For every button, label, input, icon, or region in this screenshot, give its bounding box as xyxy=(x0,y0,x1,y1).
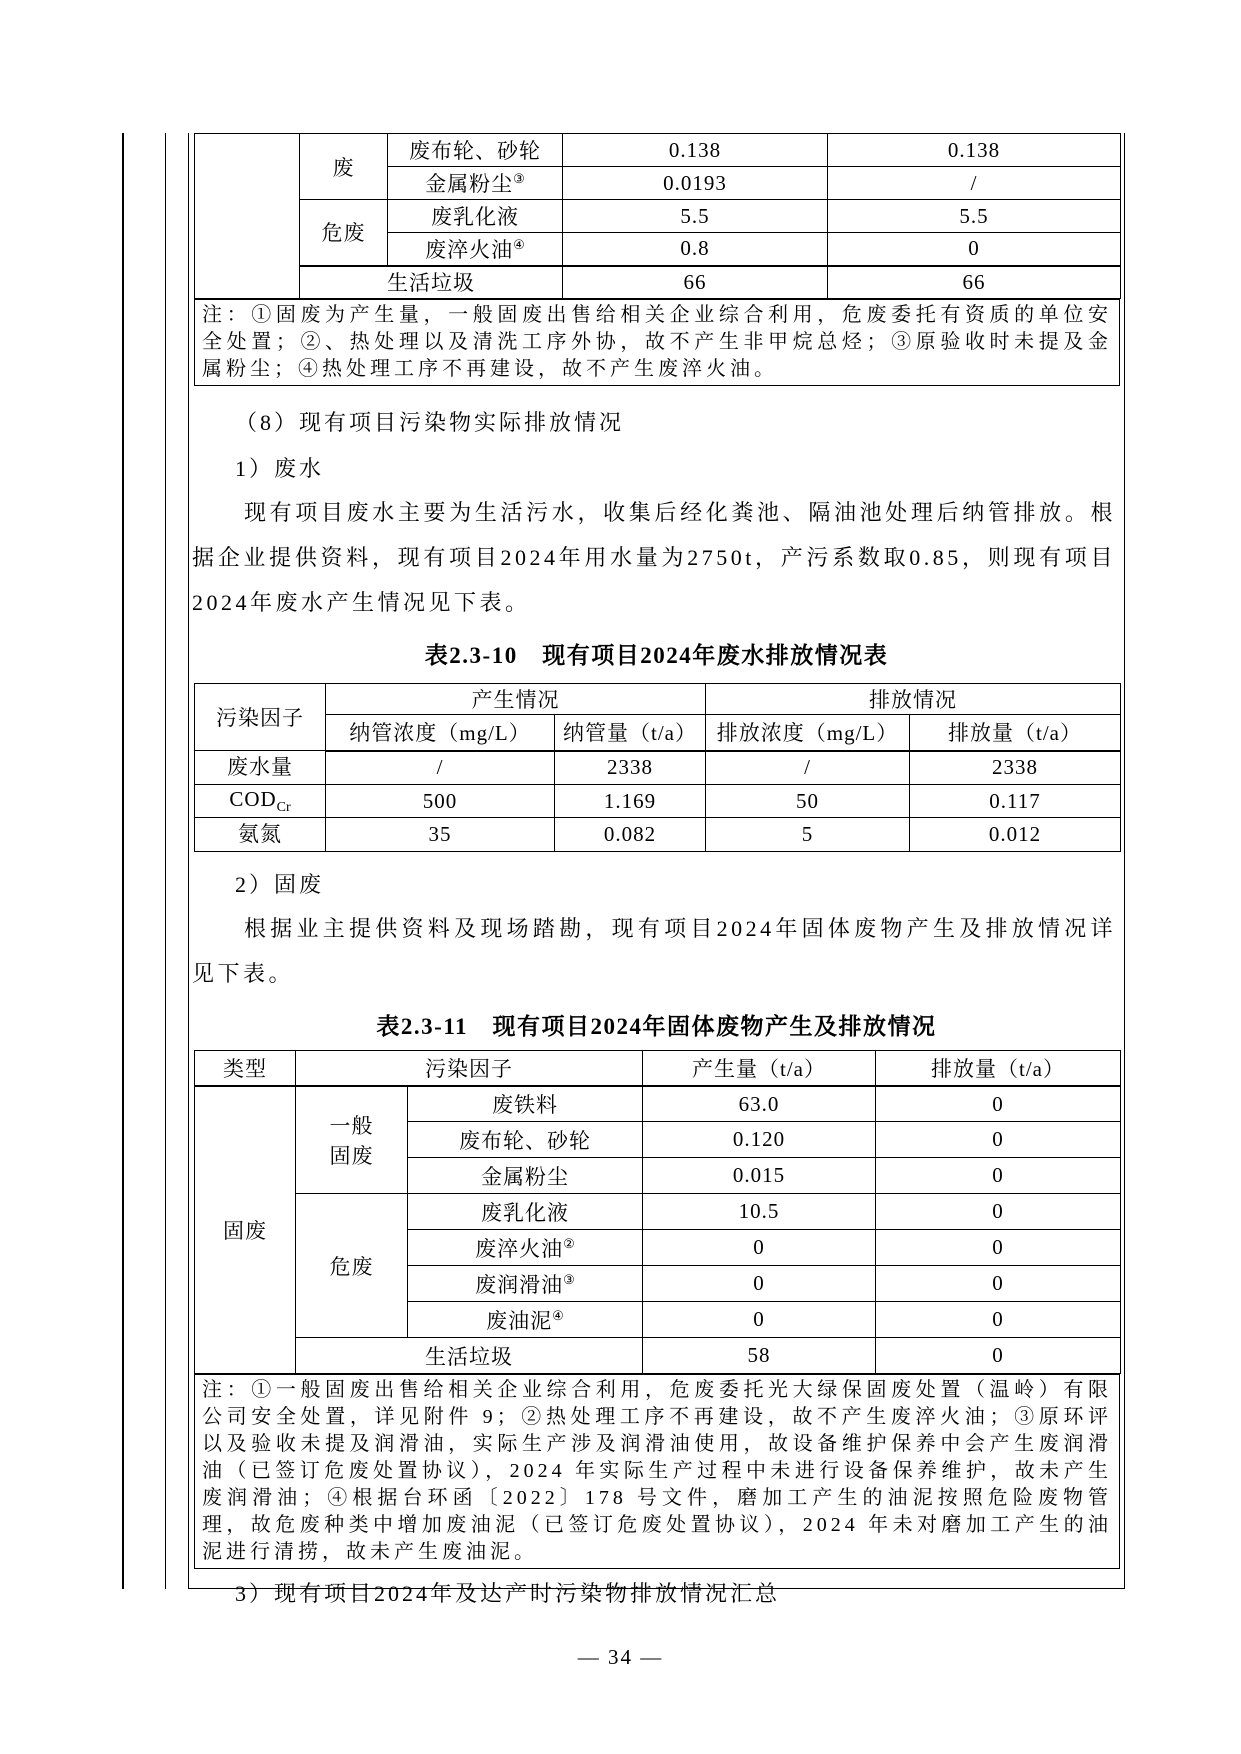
carryover-table-note: 注：①固废为产生量，一般固废出售给相关企业综合利用，危废委托有资质的单位安全处置；②、热处理以及清洗工序外协，故不产生非甲烷总烃；③原验收时未提及金属粉尘；④热处理工序不再建设，故不产生废淬火油。 xyxy=(194,299,1120,386)
pollutant-cell: 生活垃圾 xyxy=(300,266,563,299)
outer-form-divider xyxy=(165,133,166,1589)
table-row xyxy=(195,1194,1121,1230)
generation-cell: 5.5 xyxy=(563,200,828,233)
header-factor: 污染因子 xyxy=(195,684,326,751)
pollutant-cell xyxy=(388,200,563,233)
value-cell: / xyxy=(706,751,910,785)
header-type: 类型 xyxy=(195,1051,296,1086)
cell-text: 废润滑油 xyxy=(475,1272,564,1297)
solid-waste-table xyxy=(194,1050,1121,1374)
pollutant-cell xyxy=(408,1302,643,1338)
value-cell: 500 xyxy=(326,785,555,818)
footnote-ref: ③ xyxy=(563,1271,575,1287)
footnote-ref: ③ xyxy=(513,171,525,186)
page-number: — 34 — xyxy=(577,1645,664,1669)
emission-cell: 0 xyxy=(876,1266,1121,1302)
value-cell: 1.169 xyxy=(555,785,706,818)
pollutant-cell xyxy=(388,134,563,167)
generation-cell: 0 xyxy=(643,1302,876,1338)
footnote-ref: ② xyxy=(563,1235,575,1251)
pollutant-cell xyxy=(408,1086,643,1122)
header-emission-concentration: 排放浓度（mg/L） xyxy=(706,715,910,751)
header-generation: 产生量（t/a） xyxy=(643,1051,876,1086)
pollutant-cell xyxy=(408,1122,643,1158)
table-row xyxy=(195,818,1121,852)
table-row xyxy=(195,1338,1121,1374)
emission-cell: 0 xyxy=(876,1194,1121,1230)
table-row xyxy=(195,1086,1121,1122)
generation-cell: 66 xyxy=(563,266,828,299)
emission-cell: 0 xyxy=(876,1230,1121,1266)
generation-cell: 0 xyxy=(643,1230,876,1266)
emission-cell: 0 xyxy=(876,1086,1121,1122)
cell-text: 废 xyxy=(332,155,355,180)
table-row xyxy=(195,266,1121,299)
subsection-heading-wastewater: 1）废水 xyxy=(235,456,325,481)
factor-cell xyxy=(195,785,326,818)
table-row xyxy=(195,785,1121,818)
emission-cell: 66 xyxy=(828,266,1121,299)
value-cell: 5 xyxy=(706,818,910,852)
solid-waste-table-note: 注：①一般固废出售给相关企业综合利用，危废委托光大绿保固废处置（温岭）有限公司安全处置，详见附件 9；②热处理工序不再建设，故不产生废淬火油；③原环评以及验收未提及润滑油，实际生产涉及润滑油使用，故设备维护保养中会产生废润滑油（已签订危废处置协议），2024 年实际生产过程中未进行设备保养维护，故未产生废润滑油；④根据台环函〔2022〕178 号文件，磨加工产生的油泥按照危险废物管理，故危废种类中增加废油泥（已签订危废处置协议），2024 年未对磨加工产生的油泥进行清捞，故未产生废油泥。 xyxy=(194,1374,1120,1569)
cell-text: 废布轮、砂轮 xyxy=(459,1128,591,1153)
cell-text: 废乳化液 xyxy=(481,1200,569,1225)
cell-text: 金属粉尘 xyxy=(425,172,514,196)
table-row xyxy=(195,751,1121,785)
paragraph-solidwaste: 根据业主提供资料及现场踏勘，现有项目2024年固体废物产生及排放情况详见下表。 xyxy=(192,916,1116,987)
emission-cell: 0 xyxy=(876,1122,1121,1158)
cell-subscript: Cr xyxy=(276,799,291,815)
value-cell: 0.012 xyxy=(910,818,1121,852)
emission-cell: 0 xyxy=(876,1302,1121,1338)
table-2-3-10-title: 表2.3-10 现有项目2024年废水排放情况表 xyxy=(424,643,889,668)
table-row xyxy=(195,200,1121,233)
section-heading-8: （8）现有项目污染物实际排放情况 xyxy=(235,410,625,435)
generation-cell: 0.120 xyxy=(643,1122,876,1158)
cell-text: COD xyxy=(229,786,277,811)
cell-text: 废水量 xyxy=(227,755,293,779)
cell-text: 废淬火油 xyxy=(425,237,514,262)
subsection-heading-summary: 3）现有项目2024年及达产时污染物排放情况汇总 xyxy=(235,1581,781,1607)
generation-cell: 0.015 xyxy=(643,1158,876,1194)
value-cell: 2338 xyxy=(910,751,1121,785)
generation-cell: 10.5 xyxy=(643,1194,876,1230)
value-cell: 0.082 xyxy=(555,818,706,852)
emission-cell: 0.138 xyxy=(828,134,1121,167)
type-cell: 固废 xyxy=(195,1086,296,1374)
generation-cell: 0.8 xyxy=(563,233,828,266)
emission-cell: / xyxy=(828,167,1121,200)
header-inflow-concentration: 纳管浓度（mg/L） xyxy=(326,715,555,751)
header-emission-group: 排放情况 xyxy=(706,684,1121,715)
emission-cell: 0 xyxy=(876,1338,1121,1374)
wastewater-emission-table xyxy=(194,683,1121,852)
cell-text: 废铁料 xyxy=(492,1093,558,1118)
cell-text: 危废 xyxy=(321,221,366,246)
header-factor: 污染因子 xyxy=(296,1051,643,1086)
cell-text: 废油泥 xyxy=(486,1308,553,1333)
cell-text: 废乳化液 xyxy=(431,205,519,229)
header-inflow-amount: 纳管量（t/a） xyxy=(555,715,706,751)
table-row xyxy=(195,134,1121,167)
factor-cell xyxy=(195,751,326,785)
emission-cell: 5.5 xyxy=(828,200,1121,233)
header-emission: 排放量（t/a） xyxy=(876,1051,1121,1086)
pollutant-cell xyxy=(408,1158,643,1194)
subsection-heading-solidwaste: 2）固废 xyxy=(235,872,325,898)
cell-text: 废布轮、砂轮 xyxy=(409,139,541,163)
form-content-cell xyxy=(188,133,1125,1607)
value-cell: 2338 xyxy=(555,751,706,785)
value-cell: 35 xyxy=(326,818,555,852)
table-header-row xyxy=(195,715,1121,751)
carryover-solid-waste-table xyxy=(194,133,1121,299)
table-header-row xyxy=(195,1051,1121,1086)
generation-cell: 0.138 xyxy=(563,134,828,167)
footnote-ref: ④ xyxy=(513,236,525,252)
table-2-3-11-title: 表2.3-11 现有项目2024年固体废物产生及排放情况 xyxy=(376,1014,937,1040)
generation-cell: 58 xyxy=(643,1338,876,1374)
header-generation-group: 产生情况 xyxy=(326,684,706,715)
footnote-ref: ④ xyxy=(552,1307,564,1323)
cell-text: 一般 xyxy=(329,1114,374,1139)
pollutant-cell xyxy=(388,167,563,200)
pollutant-cell xyxy=(388,233,563,266)
pollutant-cell xyxy=(408,1194,643,1230)
factor-cell xyxy=(195,818,326,852)
pollutant-cell xyxy=(408,1266,643,1302)
outer-form-border-left xyxy=(122,133,124,1589)
generation-cell: 0 xyxy=(643,1266,876,1302)
cell-text: 金属粉尘 xyxy=(481,1164,569,1189)
emission-cell: 0 xyxy=(828,233,1121,266)
category-cell xyxy=(300,134,388,200)
subcategory-cell: 危废 xyxy=(296,1194,408,1338)
subcategory-cell xyxy=(296,1086,408,1194)
paragraph-wastewater: 现有项目废水主要为生活污水，收集后经化粪池、隔油池处理后纳管排放。根据企业提供资料，现有项目2024年用水量为2750t，产污系数取0.85，则现有项目2024年废水产生情况见下表。 xyxy=(192,500,1116,615)
cell-text: 氨氮 xyxy=(238,822,282,847)
pollutant-cell xyxy=(408,1230,643,1266)
table-header-row xyxy=(195,684,1121,715)
cell-text: 固废 xyxy=(329,1144,374,1169)
value-cell: 50 xyxy=(706,785,910,818)
pollutant-cell: 生活垃圾 xyxy=(296,1338,643,1374)
emission-cell: 0 xyxy=(876,1158,1121,1194)
category-cell xyxy=(300,200,388,266)
header-emission-amount: 排放量（t/a） xyxy=(910,715,1121,751)
cell-text: 废淬火油 xyxy=(475,1236,564,1261)
generation-cell: 63.0 xyxy=(643,1086,876,1122)
generation-cell: 0.0193 xyxy=(563,167,828,200)
empty-continuation-cell xyxy=(195,134,300,299)
value-cell: / xyxy=(326,751,555,785)
value-cell: 0.117 xyxy=(910,785,1121,818)
